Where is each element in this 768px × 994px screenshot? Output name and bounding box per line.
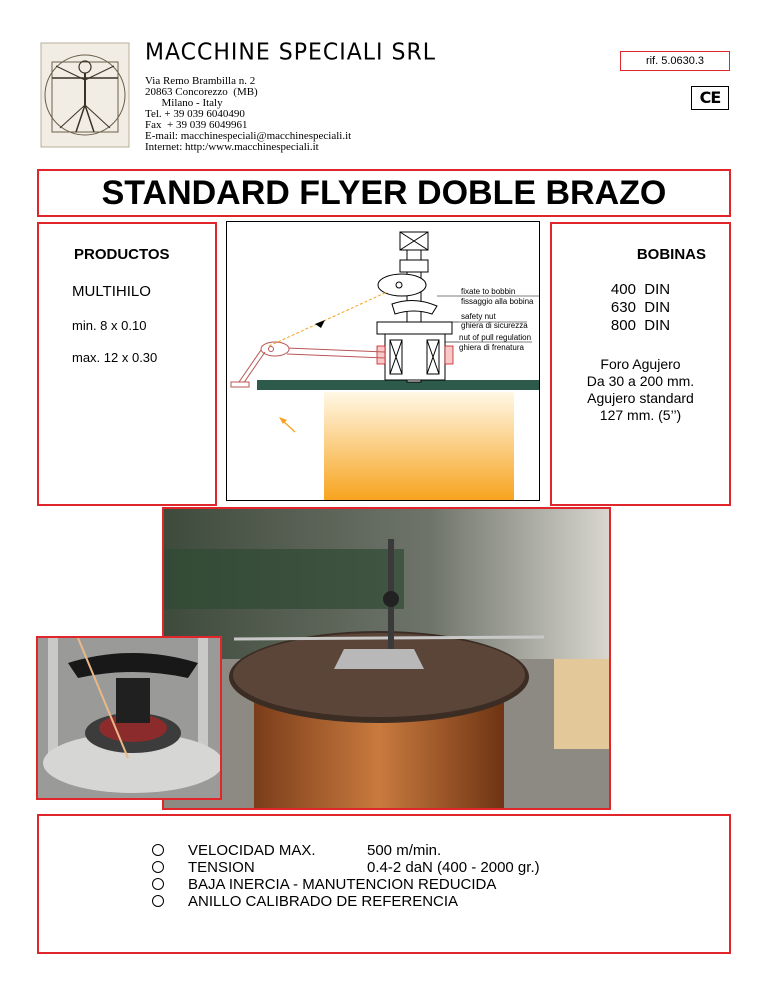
address-internet: Internet: http:/www.macchinespeciali.it (145, 141, 319, 153)
bullet-icon (152, 844, 164, 856)
feature-value: 500 m/min. (367, 842, 442, 859)
detail-photo (36, 636, 222, 800)
address-city: 20863 Concorezzo (MB) (145, 86, 258, 98)
company-name: MACCHINE SPECIALI SRL (145, 39, 437, 66)
label-pull-regulation: nut of pull regulation (459, 333, 532, 342)
bullet-icon (152, 878, 164, 890)
address-fax: Fax + 39 039 6049961 (145, 119, 248, 131)
productos-max: max. 12 x 0.30 (72, 350, 158, 365)
address-tel: Tel. + 39 039 6040490 (145, 108, 245, 120)
reference-number: rif. 5.0630.3 (620, 51, 730, 71)
address-street: Via Remo Brambilla n. 2 (145, 75, 256, 87)
bullet-icon (152, 861, 164, 873)
foro-line: Foro Agujero (600, 356, 681, 372)
bobina-size: 400 DIN (610, 281, 671, 298)
page-title: STANDARD FLYER DOBLE BRAZO (101, 174, 667, 212)
feature-label: ANILLO CALIBRADO DE REFERENCIA (188, 893, 459, 910)
feature-label: TENSION (188, 859, 255, 876)
foro-agujero-info (550, 356, 731, 424)
label-fissaggio: fissaggio alla bobina (461, 297, 534, 306)
flyer-technical-diagram (226, 221, 540, 501)
address-country: Milano - Italy (145, 97, 223, 109)
vitruvian-man-logo (38, 40, 132, 150)
foro-line: 127 mm. (5’’) (599, 407, 682, 423)
bobinas-sizes (550, 281, 731, 335)
bullet-icon (152, 895, 164, 907)
productos-min: min. 8 x 0.10 (72, 318, 147, 333)
company-address (145, 76, 351, 153)
productos-type: MULTIHILO (72, 283, 151, 300)
productos-heading: PRODUCTOS (74, 246, 170, 263)
label-ghiera-frenatura: ghiera di frenatura (459, 343, 524, 352)
bobina-size: 630 DIN (610, 299, 671, 316)
address-email: E-mail: macchinespeciali@macchinespeciali.it (145, 130, 352, 142)
ce-mark-icon: CE (691, 86, 729, 110)
product-photo (162, 507, 611, 810)
label-ghiera-sicurezza: ghiera di sicurezza (461, 321, 528, 330)
label-fixate: fixate to bobbin (461, 287, 516, 296)
feature-value: 0.4-2 daN (400 - 2000 gr.) (367, 859, 540, 876)
foro-line: Da 30 a 200 mm. (586, 373, 695, 389)
label-safety-nut: safety nut (461, 312, 496, 321)
bobinas-heading: BOBINAS (636, 246, 706, 263)
bobina-size: 800 DIN (610, 317, 671, 334)
foro-line: Agujero standard (587, 390, 694, 406)
feature-label: BAJA INERCIA - MANUTENCION REDUCIDA (188, 876, 497, 893)
feature-label: VELOCIDAD MAX. (188, 842, 316, 859)
